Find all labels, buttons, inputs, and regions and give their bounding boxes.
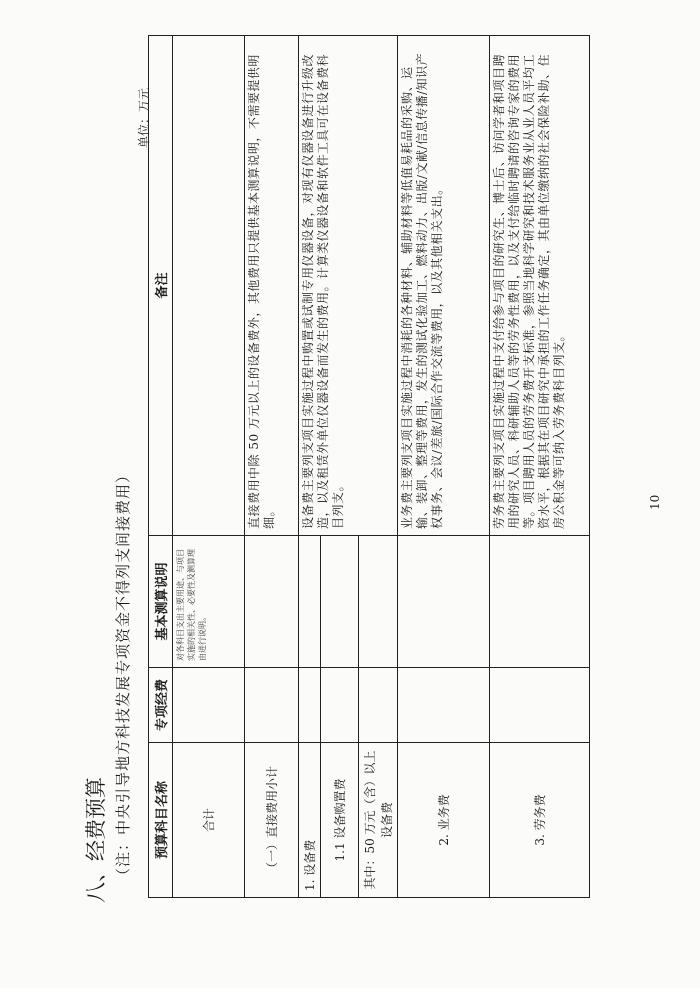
row-remark	[173, 36, 245, 536]
row-basis	[245, 536, 299, 668]
header-name: 预算科目名称	[149, 743, 173, 898]
row-name: 3. 劳务费	[490, 743, 590, 898]
row-basis	[321, 536, 359, 668]
table-row	[245, 36, 299, 898]
header-basis: 基本测算说明	[149, 536, 173, 668]
header-amount: 专项经费	[149, 668, 173, 743]
row-basis: 对各科目支出主要用途、与项目实施的相关性、必要性及测算理由进行说明。	[173, 536, 245, 668]
budget-note: （注：中央引导地方科技发展专项资金不得列支间接费用）	[114, 466, 132, 883]
row-name: 合计	[173, 743, 245, 898]
row-basis	[490, 536, 590, 668]
table-row	[398, 36, 490, 898]
section-title: 八、经费预算	[84, 777, 108, 903]
row-name: （一）直接费用小计	[245, 743, 299, 898]
table-row	[490, 36, 590, 898]
header-remark: 备注	[149, 36, 173, 536]
table-row	[173, 36, 245, 898]
row-basis	[359, 536, 398, 668]
row-amount	[173, 668, 245, 743]
page-number: 10	[648, 494, 662, 510]
unit-label: 单位：万元	[137, 87, 151, 148]
row-amount	[359, 668, 398, 743]
table-row	[299, 36, 321, 898]
row-basis	[398, 536, 490, 668]
budget-table	[148, 35, 590, 898]
row-amount	[490, 668, 590, 743]
row-amount	[299, 668, 321, 743]
row-remark: 设备费主要列支项目实施过程中购置或试制专用仪器设备，对现有仪器设备进行升级改造，以及租赁外单位仪器设备而发生的费用。计算类仪器设备和软件工具可在设备费科目列支。	[299, 36, 398, 536]
row-amount	[245, 668, 299, 743]
row-amount	[398, 668, 490, 743]
row-amount	[321, 668, 359, 743]
row-name: 2. 业务费	[398, 743, 490, 898]
row-remark: 直接费用中除 50 万元以上的设备费外，其他费用只提供基本测算说明，不需要提供明细。	[245, 36, 299, 536]
row-remark: 劳务费主要列支项目实施过程中支付给参与项目的研究生、博士后、访问学者和项目聘用的研究人员、科研辅助人员等的劳务性费用，以及支付给临时聘请的咨询专家的费用等。项目聘用人员的劳务费开支标准，参照当地科学研究和技术服务业从业人员平均工资水平，根据其在项目研究中承担的工作任务确定，其由单位缴纳的社会保险补助、住房公积金等可纳入劳务费科目列支。	[490, 36, 590, 536]
table-header-row	[149, 36, 173, 898]
row-remark: 业务费主要列支项目实施过程中消耗的各种材料、辅助材料等低值易耗品的采购、运输、装卸、整理等费用，发生的测试化验加工、燃料动力、出版/文献/信息传播/知识产权事务、会议/差旅/国际合作交流等费用，以及其他相关支出。	[398, 36, 490, 536]
row-name: 1. 设备费	[299, 743, 321, 898]
row-name: 其中：50 万元（含）以上设备费	[359, 743, 398, 898]
row-basis	[299, 536, 321, 668]
row-name: 1.1 设备购置费	[321, 743, 359, 898]
